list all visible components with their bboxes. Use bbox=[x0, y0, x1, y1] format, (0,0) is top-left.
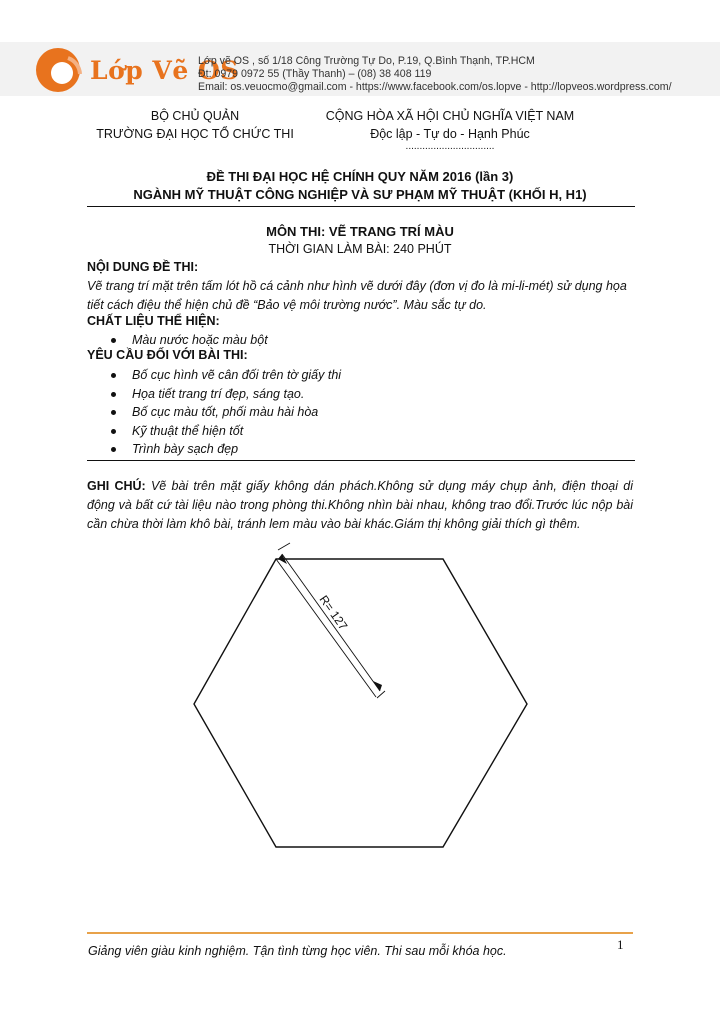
requirements-list bbox=[110, 366, 341, 459]
material-list bbox=[110, 331, 268, 350]
title-divider bbox=[87, 206, 635, 207]
hexagon-shape bbox=[194, 559, 527, 847]
logo-text: Lớp Vẽ OS bbox=[90, 56, 239, 85]
duration-text: THỜI GIAN LÀM BÀI: 240 PHÚT bbox=[268, 242, 452, 256]
list-item: Kỹ thuật thể hiện tốt bbox=[110, 422, 341, 441]
republic-label: CỘNG HÒA XÃ HỘI CHỦ NGHĨA VIỆT NAM bbox=[325, 109, 575, 123]
note-paragraph bbox=[87, 477, 633, 535]
note-label: GHI CHÚ: bbox=[87, 479, 146, 493]
footer-slogan: Giảng viên giàu kinh nghiệm. Tận tình từng học viên. Thi sau mỗi khóa học. bbox=[88, 944, 507, 958]
page-number: 1 bbox=[617, 937, 624, 952]
header-phone: Đt: 0979 0972 55 (Thầy Thanh) – (08) 38 408 119 bbox=[198, 68, 432, 80]
exam-title-line2: NGÀNH MỸ THUẬT CÔNG NGHIỆP VÀ SƯ PHẠM MỸ THUẬT (KHỐI H, H1) bbox=[133, 187, 587, 202]
radius-label: R= 127 bbox=[316, 592, 351, 633]
list-item: Trình bày sạch đẹp bbox=[110, 440, 341, 459]
note-text: Vẽ bài trên mặt giấy không dán phách.Không sử dụng máy chụp ảnh, điện thoại di động và bất cứ tài liệu nào trong phòng thi.Không nhìn bài nhau, không trao đổi.Trước lúc nộp bài cần chừa thời làm khô bài, tránh lem màu vào bài khác.Giám thị không giải thích gì thêm. bbox=[87, 479, 633, 532]
material-label: CHẤT LIỆU THỂ HIỆN: bbox=[87, 314, 220, 328]
motto-label: Độc lập - Tự do - Hạnh Phúc bbox=[370, 127, 530, 141]
requirements-label: YÊU CẦU ĐỐI VỚI BÀI THI: bbox=[87, 348, 248, 362]
content-text: Vẽ trang trí mặt trên tấm lót hồ cá cảnh như hình vẽ dưới đây (đơn vị đo là mi-li-mét) sử dụng họa tiết cách điệu thể hiện chủ đề “Bảo vệ môi trường nước”. Màu sắc tự do. bbox=[87, 279, 627, 312]
list-item: Bố cục hình vẽ cân đối trên tờ giấy thi bbox=[110, 366, 341, 385]
ministry-label: BỘ CHỦ QUẢN bbox=[150, 109, 240, 123]
logo-icon bbox=[34, 44, 86, 96]
content-label: NỘI DUNG ĐỀ THI: bbox=[87, 260, 199, 274]
header-contact: Email: os.veuocmo@gmail.com - https://www.facebook.com/os.lopve - http://lopveos.wordpress.com/ bbox=[198, 81, 672, 93]
hexagon-figure bbox=[180, 540, 540, 860]
list-item: Bố cục màu tốt, phối màu hài hòa bbox=[110, 403, 341, 422]
header-address: Lớp vẽ OS , số 1/18 Công Trường Tự Do, P.19, Q.Bình Thạnh, TP.HCM bbox=[198, 55, 535, 67]
dotted-line: ................................ bbox=[405, 141, 495, 152]
subject-title: MÔN THI: VẼ TRANG TRÍ MÀU bbox=[266, 224, 454, 239]
list-item: Họa tiết trang trí đẹp, sáng tạo. bbox=[110, 385, 341, 404]
university-label: TRƯỜNG ĐẠI HỌC TỔ CHỨC THI bbox=[96, 127, 294, 141]
list-item: Màu nước hoặc màu bột bbox=[110, 331, 268, 350]
exam-title-line1: ĐỀ THI ĐẠI HỌC HỆ CHÍNH QUY NĂM 2016 (lần 3) bbox=[206, 169, 514, 184]
requirements-divider bbox=[87, 460, 635, 461]
footer-rule bbox=[87, 932, 633, 934]
